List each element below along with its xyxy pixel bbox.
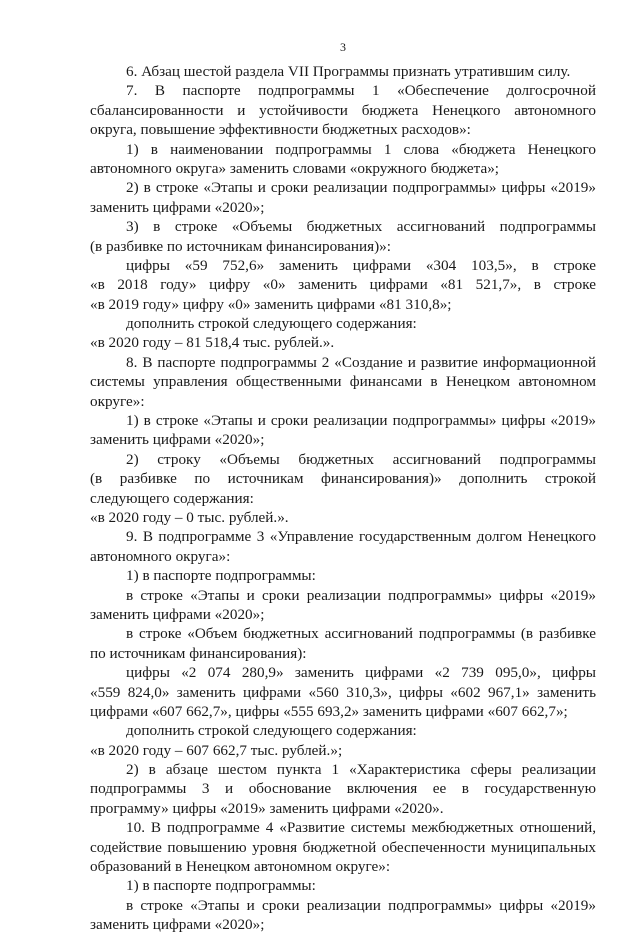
text-line: 3) в строке «Объемы бюджетных ассигнований подпрограммы [126, 218, 596, 236]
text-line: округе»: [90, 392, 145, 410]
text-line: «в 2018 году» цифру «0» заменить цифрами «81 521,7», в строке [90, 276, 596, 294]
text-line: цифрами «607 662,7», цифры «555 693,2» заменить цифрами «607 662,7»; [90, 702, 568, 720]
text-line: «в 2019 году» цифру «0» заменить цифрами «81 310,8»; [90, 295, 452, 313]
text-line: по источникам финансирования): [90, 644, 307, 662]
text-line: в строке «Этапы и сроки реализации подпрограммы» цифры «2019» [126, 896, 596, 914]
text-line: (в разбивке по источникам финансирования)» дополнить строкой [90, 470, 596, 488]
text-line: заменить цифрами «2020»; [90, 198, 265, 216]
text-line: автономного округа»: [90, 547, 231, 565]
text-line: 1) в паспорте подпрограммы: [126, 567, 316, 585]
text-line: «в 2020 году – 81 518,4 тыс. рублей.». [90, 334, 335, 352]
text-line: (в разбивке по источникам финансирования)»: [90, 237, 391, 255]
text-line: 2) в строке «Этапы и сроки реализации подпрограммы» цифры «2019» [126, 179, 596, 197]
text-line: «559 824,0» заменить цифрами «560 310,3», цифры «602 967,1» заменить [90, 683, 596, 701]
text-line: системы управления общественными финансами в Ненецком автономном [90, 373, 596, 391]
document-body [90, 62, 596, 935]
page-number: 3 [340, 40, 346, 54]
text-line: в строке «Этапы и сроки реализации подпрограммы» цифры «2019» [126, 586, 596, 604]
text-line: 1) в строке «Этапы и сроки реализации подпрограммы» цифры «2019» [126, 412, 596, 430]
text-line: образований в Ненецком автономном округе»: [90, 858, 391, 876]
text-line: цифры «2 074 280,9» заменить цифрами «2 739 095,0», цифры [126, 664, 596, 682]
text-line: дополнить строкой следующего содержания: [126, 315, 417, 333]
text-line: 1) в паспорте подпрограммы: [126, 877, 316, 895]
text-line: 2) строку «Объемы бюджетных ассигнований подпрограммы [126, 450, 596, 468]
text-line: 7. В паспорте подпрограммы 1 «Обеспечение долгосрочной [126, 82, 596, 100]
text-line: дополнить строкой следующего содержания: [126, 722, 417, 740]
text-line: 8. В паспорте подпрограммы 2 «Создание и развитие информационной [126, 353, 596, 371]
text-line: цифры «59 752,6» заменить цифрами «304 103,5», в строке [126, 256, 596, 274]
text-line: округа, повышение эффективности бюджетных расходов»: [90, 121, 471, 139]
text-line: 2) в абзаце шестом пункта 1 «Характеристика сферы реализации [126, 761, 596, 779]
text-line: заменить цифрами «2020»; [90, 605, 265, 623]
text-line: «в 2020 году – 607 662,7 тыс. рублей.»; [90, 741, 343, 759]
text-line: автономного округа» заменить словами «окружного бюджета»; [90, 159, 500, 177]
text-line: заменить цифрами «2020»; [90, 916, 265, 934]
text-line: в строке «Объем бюджетных ассигнований подпрограммы (в разбивке [126, 625, 596, 643]
text-line: сбалансированности и устойчивости бюджета Ненецкого автономного [90, 101, 596, 119]
text-line: 1) в наименовании подпрограммы 1 слова «бюджета Ненецкого [126, 140, 596, 158]
text-line: 6. Абзац шестой раздела VII Программы признать утратившим силу. [126, 63, 571, 80]
text-line: 9. В подпрограмме 3 «Управление государственным долгом Ненецкого [126, 528, 596, 546]
text-line: подпрограммы 3 и обоснование включения ее в государственную [90, 780, 596, 798]
text-line: программу» цифры «2019» заменить цифрами «2020». [90, 799, 444, 817]
text-line: содействие повышению уровня бюджетной обеспеченности муниципальных [90, 838, 596, 856]
text-line: следующего содержания: [90, 489, 254, 507]
text-line: заменить цифрами «2020»; [90, 431, 265, 449]
text-line: 10. В подпрограмме 4 «Развитие системы межбюджетных отношений, [126, 819, 596, 837]
text-line: «в 2020 году – 0 тыс. рублей.». [90, 508, 289, 526]
